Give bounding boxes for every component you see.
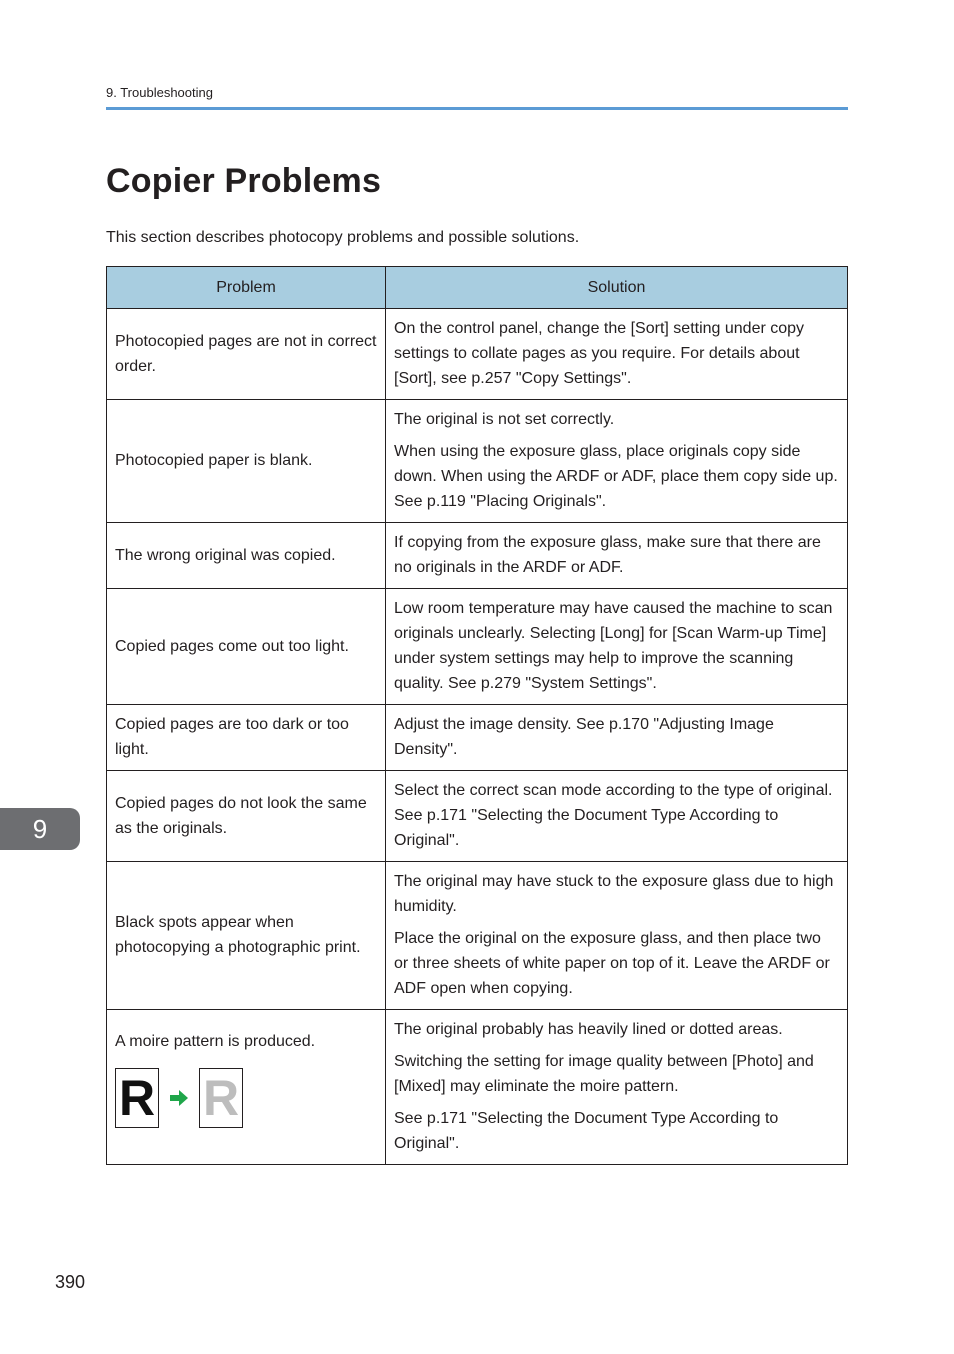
- running-header: 9. Troubleshooting: [106, 85, 213, 100]
- solution-text: Adjust the image density. See p.170 "Adjusting Image Density".: [394, 716, 774, 758]
- solution-text: The original is not set correctly.: [394, 411, 615, 428]
- page-title: Copier Problems: [106, 162, 382, 200]
- solution-cell: [386, 400, 848, 523]
- solution-text: On the control panel, change the [Sort] setting under copy settings to collate pages as you require. For details about [Sort], see p.257 "Copy Settings".: [394, 320, 805, 387]
- table-row: [107, 589, 848, 705]
- chapter-tab: 9: [0, 808, 80, 850]
- header-problem: Problem: [107, 267, 386, 309]
- solution-cell: [386, 589, 848, 705]
- original-letter: R: [118, 1070, 156, 1126]
- table-header-row: [107, 267, 848, 309]
- table-row: [107, 862, 848, 1010]
- solution-cell: [386, 309, 848, 400]
- header-rule: [106, 107, 848, 110]
- problem-cell: Photocopied paper is blank.: [107, 400, 386, 523]
- solution-cell: [386, 523, 848, 589]
- solution-cell: [386, 771, 848, 862]
- moire-letter: R: [202, 1070, 240, 1126]
- solution-cell: [386, 862, 848, 1010]
- moire-illustration: [115, 1068, 377, 1128]
- table-row: [107, 523, 848, 589]
- moire-letter-image: [199, 1068, 243, 1128]
- solution-text: If copying from the exposure glass, make sure that there are no originals in the ARDF or ADF.: [394, 534, 821, 576]
- problem-cell: Copied pages do not look the same as the originals.: [107, 771, 386, 862]
- table-row: [107, 1010, 848, 1165]
- problem-cell: Copied pages are too dark or too light.: [107, 705, 386, 771]
- solution-cell: [386, 705, 848, 771]
- solution-text: Switching the setting for image quality between [Photo] and [Mixed] may eliminate the moire pattern.: [394, 1053, 814, 1095]
- table-row: [107, 771, 848, 862]
- problem-text: A moire pattern is produced.: [115, 1033, 316, 1050]
- solution-text: When using the exposure glass, place originals copy side down. When using the ARDF or ADF, place them copy side up. See p.119 "Placing Originals".: [394, 443, 838, 510]
- problem-cell: [107, 1010, 386, 1165]
- solution-text: See p.171 "Selecting the Document Type According to Original".: [394, 1110, 779, 1152]
- solution-text: Low room temperature may have caused the machine to scan originals unclearly. Selecting [Long] for [Scan Warm-up Time] under system settings may help to improve the scanning quality. See p.279 "System Settings".: [394, 600, 833, 692]
- problem-cell: Black spots appear when photocopying a photographic print.: [107, 862, 386, 1010]
- arrow-right-icon: [169, 1089, 189, 1107]
- problem-cell: The wrong original was copied.: [107, 523, 386, 589]
- solution-text: The original probably has heavily lined or dotted areas.: [394, 1021, 783, 1038]
- table-row: [107, 705, 848, 771]
- solution-cell: [386, 1010, 848, 1165]
- table-row: [107, 309, 848, 400]
- solution-text: Select the correct scan mode according to the type of original. See p.171 "Selecting the Document Type According to Original".: [394, 782, 833, 849]
- problem-cell: Photocopied pages are not in correct order.: [107, 309, 386, 400]
- table-row: [107, 400, 848, 523]
- problem-cell: Copied pages come out too light.: [107, 589, 386, 705]
- intro-text: This section describes photocopy problems and possible solutions.: [106, 229, 580, 246]
- page-number: 390: [55, 1272, 86, 1292]
- problems-table: [106, 266, 848, 1165]
- solution-text: Place the original on the exposure glass, and then place two or three sheets of white paper on top of it. Leave the ARDF or ADF open when copying.: [394, 930, 830, 997]
- original-letter-image: [115, 1068, 159, 1128]
- solution-text: The original may have stuck to the exposure glass due to high humidity.: [394, 873, 834, 915]
- header-solution: Solution: [386, 267, 848, 309]
